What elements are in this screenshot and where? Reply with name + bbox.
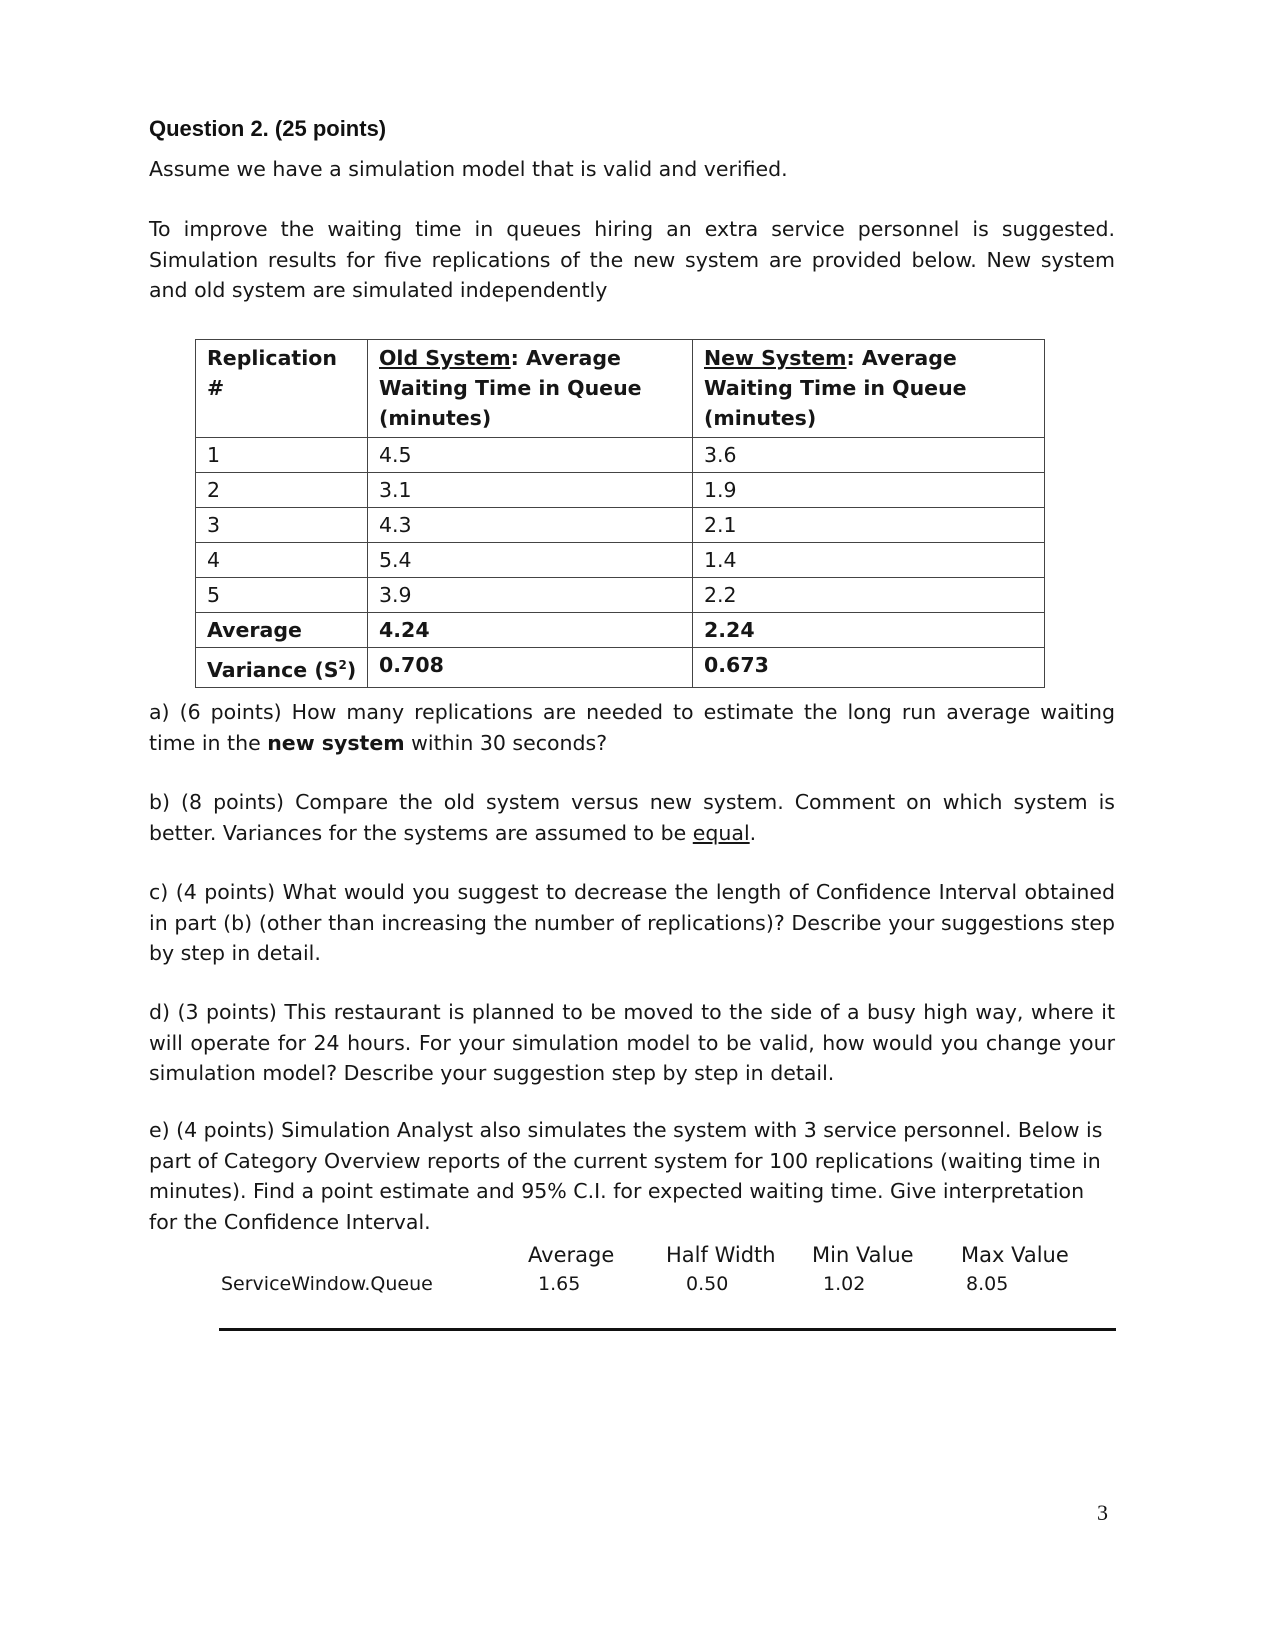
cell-new: 1.4 [693,543,1045,578]
cell-replication: 3 [196,508,368,543]
average-new: 2.24 [693,613,1045,648]
table-row [196,508,1045,543]
header-new-rest: : Average Waiting Time in Queue (minutes) [704,346,967,430]
cell-replication: 5 [196,578,368,613]
variance-label-text: Variance (S [207,657,339,682]
cell-old: 3.9 [368,578,693,613]
header-old-title: Old System [379,346,511,370]
cell-new: 2.2 [693,578,1045,613]
cell-new: 3.6 [693,438,1045,473]
part-a-text: a) (6 points) How many replications are needed to estimate the long run average waiting time in the [149,700,1115,755]
cell-replication: 1 [196,438,368,473]
table-header-row [196,340,1045,438]
part-b-end: . [749,820,757,845]
question-title: Question 2. (25 points) [149,116,387,141]
header-new-system [693,340,1045,438]
divider-rule [219,1328,1116,1331]
header-old-system [368,340,693,438]
part-a [149,697,1115,758]
part-e: e) (4 points) Simulation Analyst also simulates the system with 3 service personnel. Below is part of Category Overview reports of the current system for 100 replications (waiting time in minutes). Find a point estimate and 95% C.I. for expected waiting time. Give interpretation for the Confidence Interval. [149,1118,1103,1234]
part-a-end: within 30 seconds? [404,730,608,755]
variance-superscript: 2 [338,658,347,672]
header-replication: Replication # [196,340,368,438]
overview-header-max: Max Value [961,1243,1069,1267]
part-a-bold: new system [267,730,405,755]
overview-average: 1.65 [538,1273,581,1295]
table-row [196,438,1045,473]
overview-max: 8.05 [966,1273,1009,1295]
overview-row-name: ServiceWindow.Queue [221,1273,433,1295]
cell-old: 4.5 [368,438,693,473]
average-row [196,613,1045,648]
overview-header-min: Min Value [812,1243,914,1267]
part-d: d) (3 points) This restaurant is planned to be moved to the side of a busy high way, where it will operate for 24 hours. For your simulation model to be valid, how would you change your simulation model? Describe your suggestion step by step in detail. [149,1000,1115,1085]
table-row [196,543,1045,578]
replication-table [195,339,1045,688]
question-intro: Assume we have a simulation model that is valid and verified. [149,157,788,181]
cell-replication: 4 [196,543,368,578]
average-old: 4.24 [368,613,693,648]
overview-header-half-width: Half Width [666,1243,776,1267]
overview-header-average: Average [528,1243,615,1267]
part-b [149,787,1115,848]
header-old-rest: : Average Waiting Time in Queue (minutes) [379,346,642,430]
cell-new: 1.9 [693,473,1045,508]
cell-replication: 2 [196,473,368,508]
cell-new: 2.1 [693,508,1045,543]
variance-label-close: ) [346,657,357,682]
cell-old: 5.4 [368,543,693,578]
variance-row [196,648,1045,688]
part-b-underlined: equal [692,820,750,845]
overview-half-width: 0.50 [686,1273,729,1295]
average-label: Average [196,613,368,648]
overview-min: 1.02 [823,1273,866,1295]
part-b-text: b) (8 points) Compare the old system versus new system. Comment on which system is better. Variances for the systems are assumed to be [149,790,1115,845]
variance-new: 0.673 [693,648,1045,688]
question-context: To improve the waiting time in queues hiring an extra service personnel is suggested. Simulation results for five replications of the new system are provided below. New system and old system are simulated independently [149,217,1115,302]
variance-label [196,648,368,688]
table-row [196,473,1045,508]
part-c: c) (4 points) What would you suggest to decrease the length of Confidence Interval obtained in part (b) (other than increasing the number of replications)? Describe your suggestions step by step in detail. [149,880,1115,965]
table-row [196,578,1045,613]
header-new-title: New System [704,346,847,370]
cell-old: 4.3 [368,508,693,543]
variance-old: 0.708 [368,648,693,688]
cell-old: 3.1 [368,473,693,508]
page-number: 3 [1097,1500,1108,1525]
